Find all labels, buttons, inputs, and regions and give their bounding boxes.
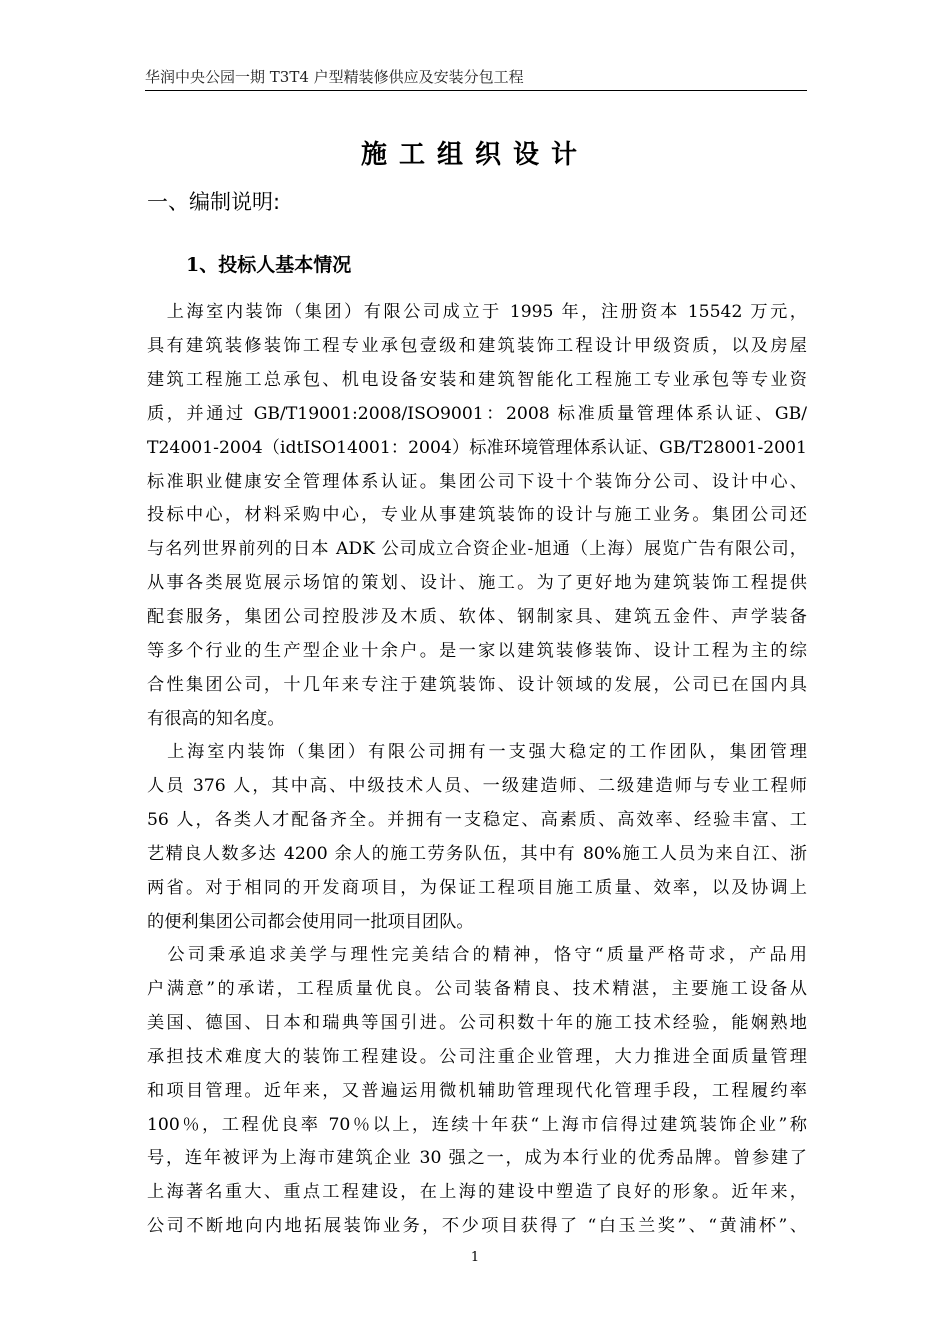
text-line: 户满意”的承诺，工程质量优良。公司装备精良、技术精湛，主要施工设备从 <box>147 978 807 999</box>
text-line: 具有建筑装修装饰工程专业承包壹级和建筑装饰工程设计甲级资质，以及房屋 <box>147 335 807 356</box>
section-heading: 一、编制说明: <box>147 190 281 214</box>
text-line: 标准职业健康安全管理体系认证。集团公司下设十个装饰分公司、设计中心、 <box>147 471 807 492</box>
text-line: 公司不断地向内地拓展装饰业务，不少项目获得了 “白玉兰奖”、“黄浦杯”、 <box>147 1216 807 1237</box>
text-line: 公司秉承追求美学与理性完美结合的精神，恪守“质量严格苛求，产品用 <box>147 945 807 965</box>
text-line: 两省。对于相同的开发商项目，为保证工程项目施工质量、效率，以及协调上 <box>147 877 807 898</box>
text-line: 质，并通过 GB/T19001:2008/ISO9001：2008 标准质量管理体系认证、GB/ <box>147 403 807 424</box>
text-line: 上海著名重大、重点工程建设，在上海的建设中塑造了良好的形象。近年来， <box>147 1182 807 1203</box>
text-line: 上海室内装饰（集团）有限公司成立于 1995 年，注册资本 15542 万元， <box>147 302 807 322</box>
text-line: 配套服务，集团公司控股涉及木质、软体、钢制家具、建筑五金件、声学装备 <box>147 607 807 628</box>
paragraph-team <box>147 736 807 939</box>
text-line: 投标中心，材料采购中心，专业从事建筑装饰的设计与施工业务。集团公司还 <box>147 505 807 526</box>
text-line: 56 人，各类人才配备齐全。并拥有一支稳定、高素质、高效率、经验丰富、工 <box>147 809 807 830</box>
text-line: 艺精良人数多达 4200 余人的施工劳务队伍，其中有 80%施工人员为来自江、浙 <box>147 843 807 864</box>
text-line: 号，连年被评为上海市建筑企业 30 强之一，成为本行业的优秀品牌。曾参建了 <box>147 1148 807 1169</box>
text-line: 承担技术难度大的装饰工程建设。公司注重企业管理，大力推进全面质量管理 <box>147 1046 807 1067</box>
text-line: T24001-2004（idtISO14001：2004）标准环境管理体系认证、GB/T28001-2001 <box>147 437 807 458</box>
subsection-heading: 1、投标人基本情况 <box>186 254 352 276</box>
text-line: 和项目管理。近年来，又普遍运用微机辅助管理现代化管理手段，工程履约率 <box>147 1080 807 1101</box>
document-title: 施工组织设计 <box>360 140 589 170</box>
text-line: 与名列世界前列的日本 ADK 公司成立合资企业-旭通（上海）展览广告有限公司， <box>147 539 807 560</box>
header-divider <box>145 90 807 91</box>
text-line: 等多个行业的生产型企业十余户。是一家以建筑装修装饰、设计工程为主的综 <box>147 641 807 662</box>
text-line: 合性集团公司，十几年来专注于建筑装饰、设计领域的发展，公司已在国内具 <box>147 674 807 695</box>
text-line: 的便利集团公司都会使用同一批项目团队。 <box>147 911 474 932</box>
running-header: 华润中央公园一期 T3T4 户型精装修供应及安装分包工程 <box>145 68 524 86</box>
paragraph-company-profile <box>147 296 807 737</box>
text-line: 100％，工程优良率 70％以上，连续十年获“上海市信得过建筑装饰企业”称 <box>147 1114 807 1135</box>
text-line: 上海室内装饰（集团）有限公司拥有一支强大稳定的工作团队，集团管理 <box>147 742 807 762</box>
text-line: 有很高的知名度。 <box>147 708 285 729</box>
text-line: 人员 376 人，其中高、中级技术人员、一级建造师、二级建造师与专业工程师 <box>147 775 807 796</box>
paragraph-quality <box>147 939 807 1244</box>
text-line: 建筑工程施工总承包、机电设备安装和建筑智能化工程施工专业承包等专业资 <box>147 369 807 390</box>
text-line: 从事各类展览展示场馆的策划、设计、施工。为了更好地为建筑装饰工程提供 <box>147 573 807 594</box>
text-line: 美国、德国、日本和瑞典等国引进。公司积数十年的施工技术经验，能娴熟地 <box>147 1012 807 1033</box>
page-number: 1 <box>470 1250 480 1265</box>
